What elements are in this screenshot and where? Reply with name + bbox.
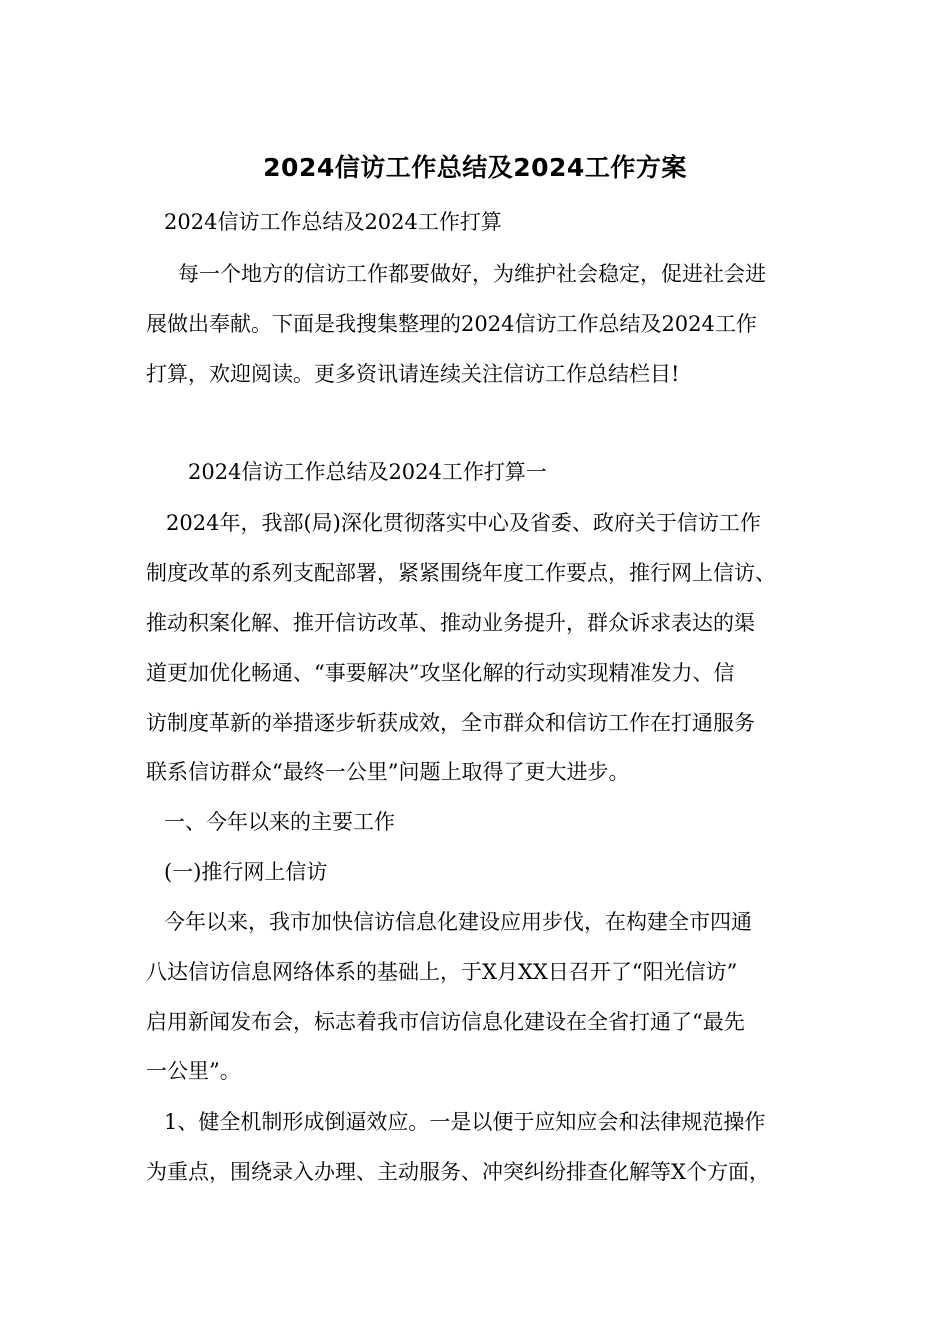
subsection-heading: (一)推行网上信访 (164, 860, 328, 884)
paragraph-line: 一公里”。 (146, 1059, 241, 1083)
paragraph-line: 今年以来，我市加快信访信息化建设应用步伐，在构建全市四通 (164, 910, 752, 934)
paragraph-line: 展做出奉献。下面是我搜集整理的2024信访工作总结及2024工作 (146, 312, 757, 336)
section-heading: 2024信访工作总结及2024工作打算一 (188, 460, 547, 484)
paragraph-line: 每一个地方的信访工作都要做好，为维护社会稳定，促进社会进 (178, 262, 766, 286)
section-heading: 一、今年以来的主要工作 (164, 810, 395, 834)
paragraph-line: 访制度革新的举措逐步斩获成效，全市群众和信访工作在打通服务 (146, 711, 755, 735)
paragraph-line: 为重点，围绕录入办理、主动服务、冲突纠纷排查化解等X个方面， (146, 1160, 770, 1184)
paragraph-line: 1、健全机制形成倒逼效应。一是以便于应知应会和法律规范操作 (164, 1110, 766, 1134)
paragraph-line: 2024年，我部(局)深化贯彻落实中心及省委、政府关于信访工作 (166, 511, 761, 535)
paragraph-line: 八达信访信息网络体系的基础上，于X月XX日召开了“阳光信访” (146, 960, 738, 984)
paragraph-line: 道更加优化畅通、“事要解决”攻坚化解的行动实现精准发力、信 (146, 661, 735, 685)
paragraph-line: 打算，欢迎阅读。更多资讯请连续关注信访工作总结栏目! (146, 362, 680, 386)
paragraph-line: 推动积案化解、推开信访改革、推动业务提升，群众诉求表达的渠 (146, 611, 755, 635)
subtitle-line: 2024信访工作总结及2024工作打算 (164, 210, 502, 234)
paragraph-line: 启用新闻发布会，标志着我市信访信息化建设在全省打通了“最先 (146, 1010, 745, 1034)
paragraph-line: 制度改革的系列支配部署，紧紧围绕年度工作要点，推行网上信访、 (146, 561, 776, 585)
paragraph-line: 联系信访群众“最终一公里”问题上取得了更大进步。 (146, 760, 630, 784)
document-title: 2024信访工作总结及2024工作方案 (263, 153, 687, 182)
